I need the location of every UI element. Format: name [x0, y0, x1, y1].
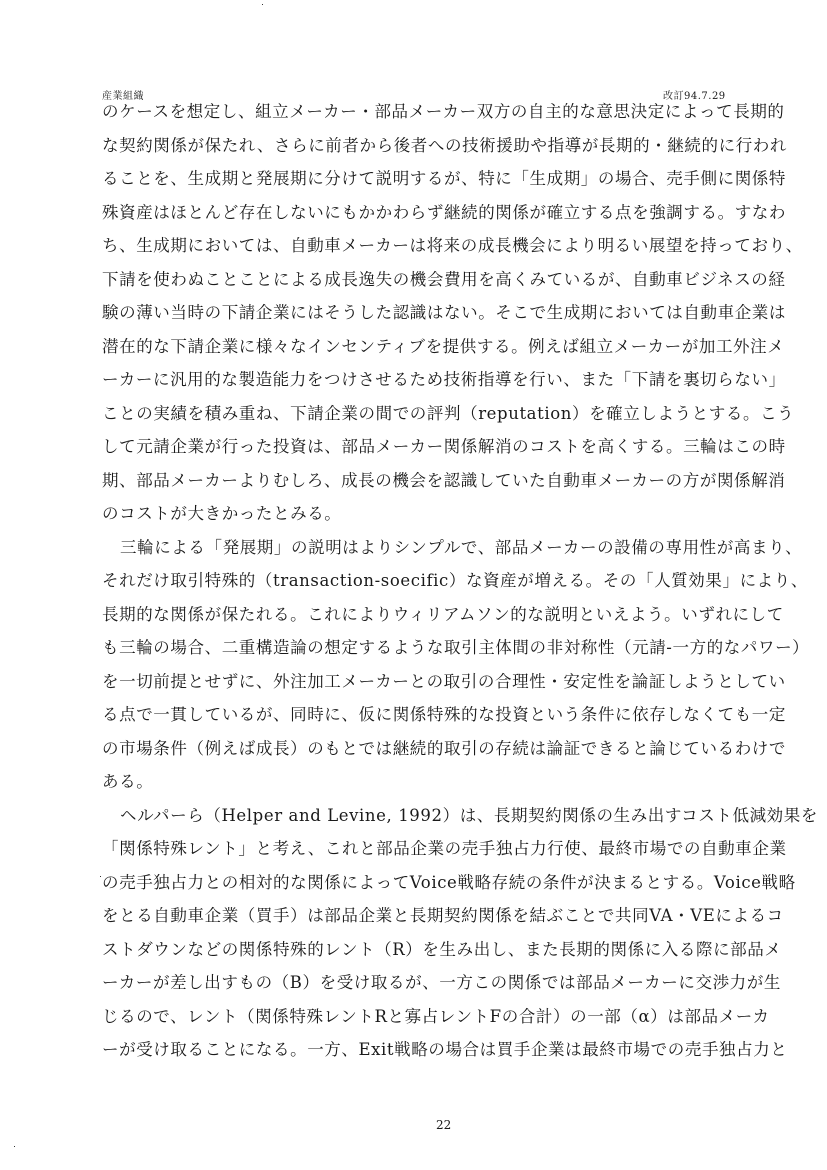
text-line: 三輪による「発展期」の説明はよりシンプルで、部品メーカーの設備の専用性が高まり、 — [120, 537, 803, 557]
text-line: な契約関係が保たれ、さらに前者から後者への技術援助や指導が長期的・継続的に行われ — [102, 135, 787, 155]
text-line: ーカーが差し出すもの（B）を受け取るが、一方この関係では部品メーカーに交渉力が生 — [102, 973, 781, 992]
text-line: の市場条件（例えば成長）のもとでは継続的取引の存続は論証できると論じているわけで — [102, 738, 786, 758]
text-line: 殊資産はほとんど存在しないにもかかわらず継続的関係が確立する点を強調する。すなわ — [102, 202, 786, 222]
text-line: の売手独占力との相対的な関係によってVoice戦略存続の条件が決まるとする。Voice戦略 — [102, 872, 796, 892]
header-left: 産業組織 — [102, 91, 144, 102]
text-line: ち、生成期においては、自動車メーカーは将来の成長機会により明るい展望を持っており、 — [102, 236, 803, 255]
text-line: ある。 — [102, 772, 154, 791]
text-line: それだけ取引特殊的（transaction-soecific）な資産が増える。その「人質効果」により、 — [102, 571, 808, 590]
text-line: 長期的な関係が保たれる。これによりウィリアムソン的な説明といえよう。いずれにして — [102, 604, 784, 624]
scan-speck — [100, 876, 101, 877]
text-line: じるので、レント（関係特殊レントRと寡占レントFの合計）の一部（α）は部品メーカ — [102, 1006, 770, 1026]
body-text — [102, 95, 818, 1067]
text-line: 下請を使わぬことことによる成長逸失の機会費用を高くみているが、自動車ビジネスの経 — [102, 269, 786, 289]
text-line: をとる自動車企業（買手）は部品企業と長期契約関係を結ぶことで共同VA・VEによるコ — [102, 906, 784, 925]
page-number: 22 — [436, 1118, 452, 1132]
text-line: ーカーに汎用的な製造能力をつけさせるため技術指導を行い、また「下請を裏切らない」 — [102, 370, 786, 389]
text-line: ることを、生成期と発展期に分けて説明するが、特に「生成期」の場合、売手側に関係特 — [102, 169, 786, 188]
text-line: 「関係特殊レント」と考え、これと部品企業の売手独占力行使、最終市場での自動車企業 — [102, 839, 787, 858]
text-line: のケースを想定し、組立メーカー・部品メーカー双方の自主的な意思決定によって長期的 — [102, 102, 785, 121]
text-line: を一切前提とせずに、外注加工メーカーとの取引の合理性・安定性を論証しようとしてい — [102, 671, 786, 691]
text-line: ーが受け取ることになる。一方、Exit戦略の場合は買手企業は最終市場での売手独占力と — [102, 1040, 788, 1059]
text-line: 験の薄い当時の下請企業にはそうした認識はない。そこで生成期においては自動車企業は — [102, 303, 786, 322]
header-date: 改訂94.7.29 — [663, 91, 726, 102]
text-line: ヘルパーら（Helper and Levine, 1992）は、長期契約関係の生み出すコスト低減効果を — [120, 805, 818, 825]
text-line: 期、部品メーカーよりむしろ、成長の機会を認識していた自動車メーカーの方が関係解消 — [102, 470, 786, 490]
text-line: して元請企業が行った投資は、部品メーカー関係解消のコストを高くする。三輪はこの時 — [102, 437, 786, 456]
scan-speck — [14, 1146, 15, 1147]
text-line: 潜在的な下請企業に様々なインセンティブを提供する。例えば組立メーカーが加工外注メ — [102, 336, 785, 356]
text-line: のコストが大きかったとみる。 — [102, 504, 342, 523]
text-line: ことの実績を積み重ね、下請企業の間での評判（reputation）を確立しようとする。こう — [102, 403, 795, 423]
scan-speck — [262, 4, 263, 5]
text-line: る点で一貫しているが、同時に、仮に関係特殊的な投資という条件に依存しなくても一定 — [102, 705, 786, 724]
text-line: も三輪の場合、二重構造論の想定するような取引主体間の非対称性（元請-一方的なパワー） — [102, 638, 810, 657]
text-line: ストダウンなどの関係特殊的レント（R）を生み出し、また長期的関係に入る際に部品メ — [102, 939, 782, 959]
